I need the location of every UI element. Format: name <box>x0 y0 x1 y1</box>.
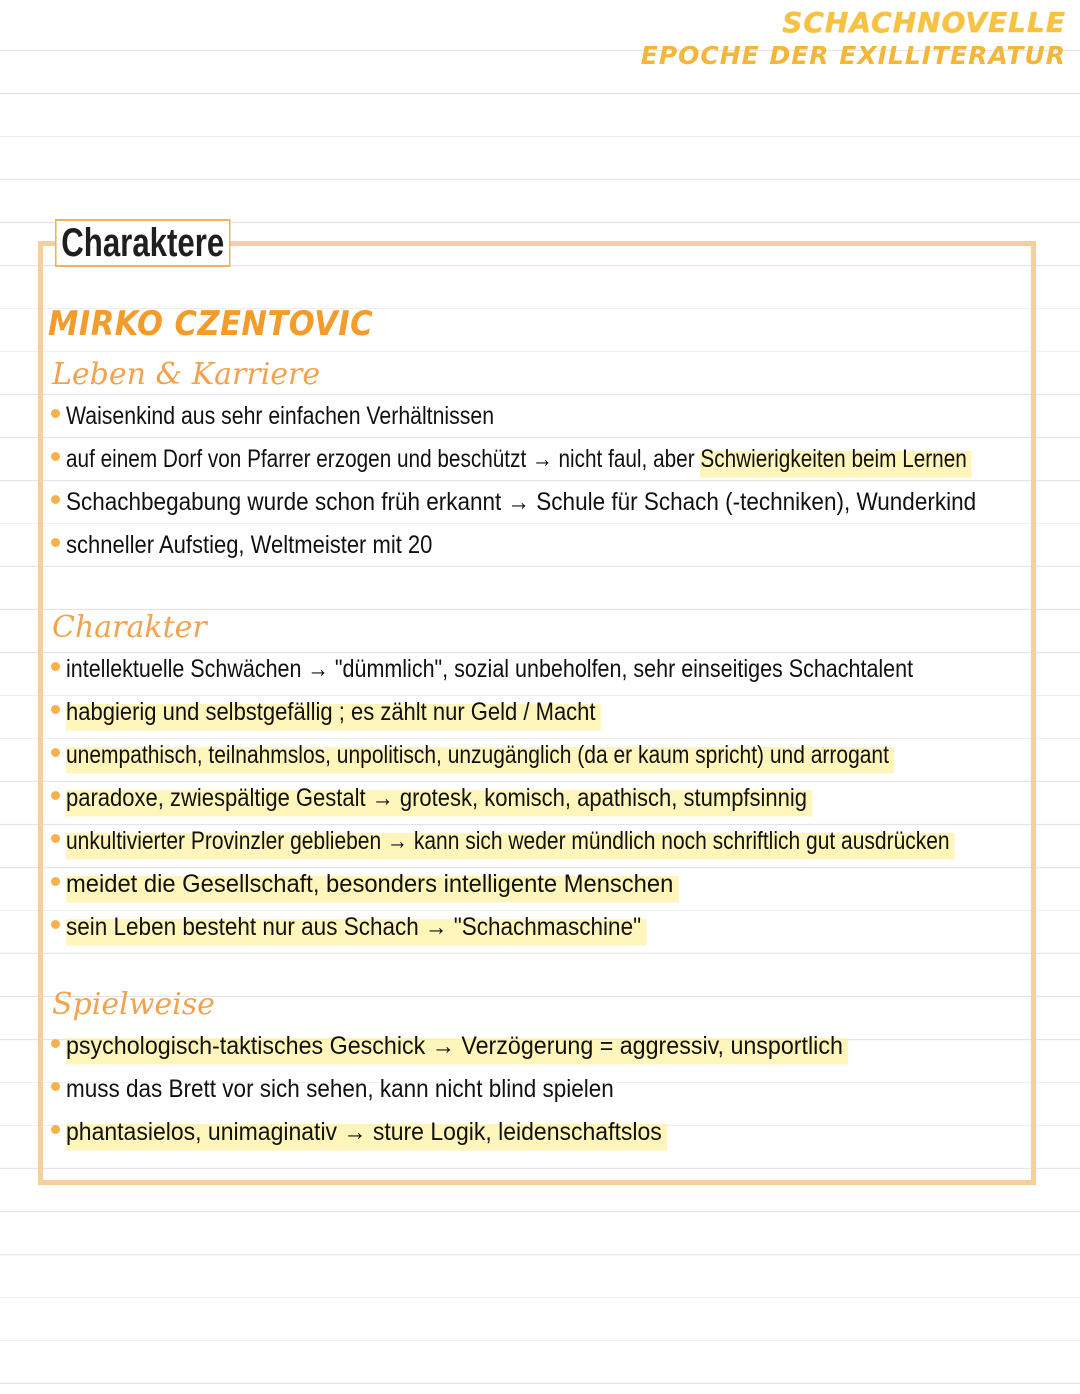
list-item-text: muss das Brett vor sich sehen, kann nicht blind spielen <box>66 1068 619 1111</box>
bullet-dot-icon <box>51 1039 60 1048</box>
bullet-dot-icon <box>51 920 60 929</box>
list-item <box>48 1068 1038 1111</box>
list-item-text: unkultivierter Provinzler geblieben → kann sich weder mündlich noch schriftlich gut ausdrücken <box>66 820 955 863</box>
list-item <box>48 438 1038 481</box>
list-item-text: meidet die Gesellschaft, besonders intelligente Menschen <box>66 863 679 906</box>
list-item-text: schneller Aufstieg, Weltmeister mit 20 <box>66 524 438 567</box>
bullet-dot-icon <box>51 409 60 418</box>
bullet-dot-icon <box>51 834 60 843</box>
section-leben-karriere <box>48 355 1038 567</box>
list-item-text: unempathisch, teilnahmslos, unpolitisch, unzugänglich (da er kaum spricht) und arrogant <box>66 734 894 777</box>
section-title: Leben & Karriere <box>52 357 321 392</box>
list-item <box>48 863 1038 906</box>
list-item <box>48 524 1038 567</box>
bullet-list <box>48 395 1038 567</box>
list-item <box>48 777 1038 820</box>
bullet-dot-icon <box>51 1125 60 1134</box>
bullet-dot-icon <box>51 791 60 800</box>
list-item-text: Schachbegabung wurde schon früh erkannt → Schule für Schach (-techniken), Wunderkind <box>66 481 982 524</box>
list-item-text: habgierig und selbstgefällig ; es zählt nur Geld / Macht <box>66 691 601 734</box>
list-item <box>48 906 1038 949</box>
page-title: SCHACHNOVELLE <box>782 6 1066 39</box>
section-spielweise <box>48 985 1038 1154</box>
list-item-text: intellektuelle Schwächen → "dümmlich", sozial unbeholfen, sehr einseitiges Schachtalent <box>66 648 918 691</box>
bullet-list <box>48 1025 1038 1154</box>
page-header <box>641 6 1066 72</box>
bullet-dot-icon <box>51 748 60 757</box>
bullet-list <box>48 648 1038 949</box>
bullet-dot-icon <box>51 538 60 547</box>
list-item-text: paradoxe, zwiespältige Gestalt → grotesk, komisch, apathisch, stumpfsinnig <box>66 777 812 820</box>
list-item <box>48 820 1038 863</box>
bullet-dot-icon <box>51 877 60 886</box>
list-item-text: phantasielos, unimaginativ → sture Logik, leidenschaftslos <box>66 1111 667 1154</box>
bullet-dot-icon <box>51 1082 60 1091</box>
bullet-dot-icon <box>51 662 60 671</box>
list-item <box>48 1111 1038 1154</box>
bullet-dot-icon <box>51 705 60 714</box>
list-item <box>48 648 1038 691</box>
list-item-text: Waisenkind aus sehr einfachen Verhältnissen <box>66 395 499 438</box>
list-item <box>48 1025 1038 1068</box>
list-item <box>48 691 1038 734</box>
section-title: Spielweise <box>52 987 215 1022</box>
list-item-text: sein Leben besteht nur aus Schach → "Schachmaschine" <box>66 906 646 949</box>
list-item <box>48 481 1038 524</box>
bullet-dot-icon <box>51 452 60 461</box>
list-item <box>48 395 1038 438</box>
bullet-dot-icon <box>51 495 60 504</box>
list-item-text: psychologisch-taktisches Geschick → Verzögerung = aggressiv, unsportlich <box>66 1025 848 1068</box>
section-title: Charakter <box>52 610 207 645</box>
character-name: MIRKO CZENTOVIC <box>48 304 374 344</box>
section-charakter <box>48 608 1038 949</box>
page-subtitle: EPOCHE DER EXILLITERATUR <box>640 41 1066 70</box>
list-item-text: auf einem Dorf von Pfarrer erzogen und beschützt → nicht faul, aber Schwierigkeiten beim Lernen <box>66 438 972 481</box>
list-item <box>48 734 1038 777</box>
card-title: Charaktere <box>55 219 231 267</box>
